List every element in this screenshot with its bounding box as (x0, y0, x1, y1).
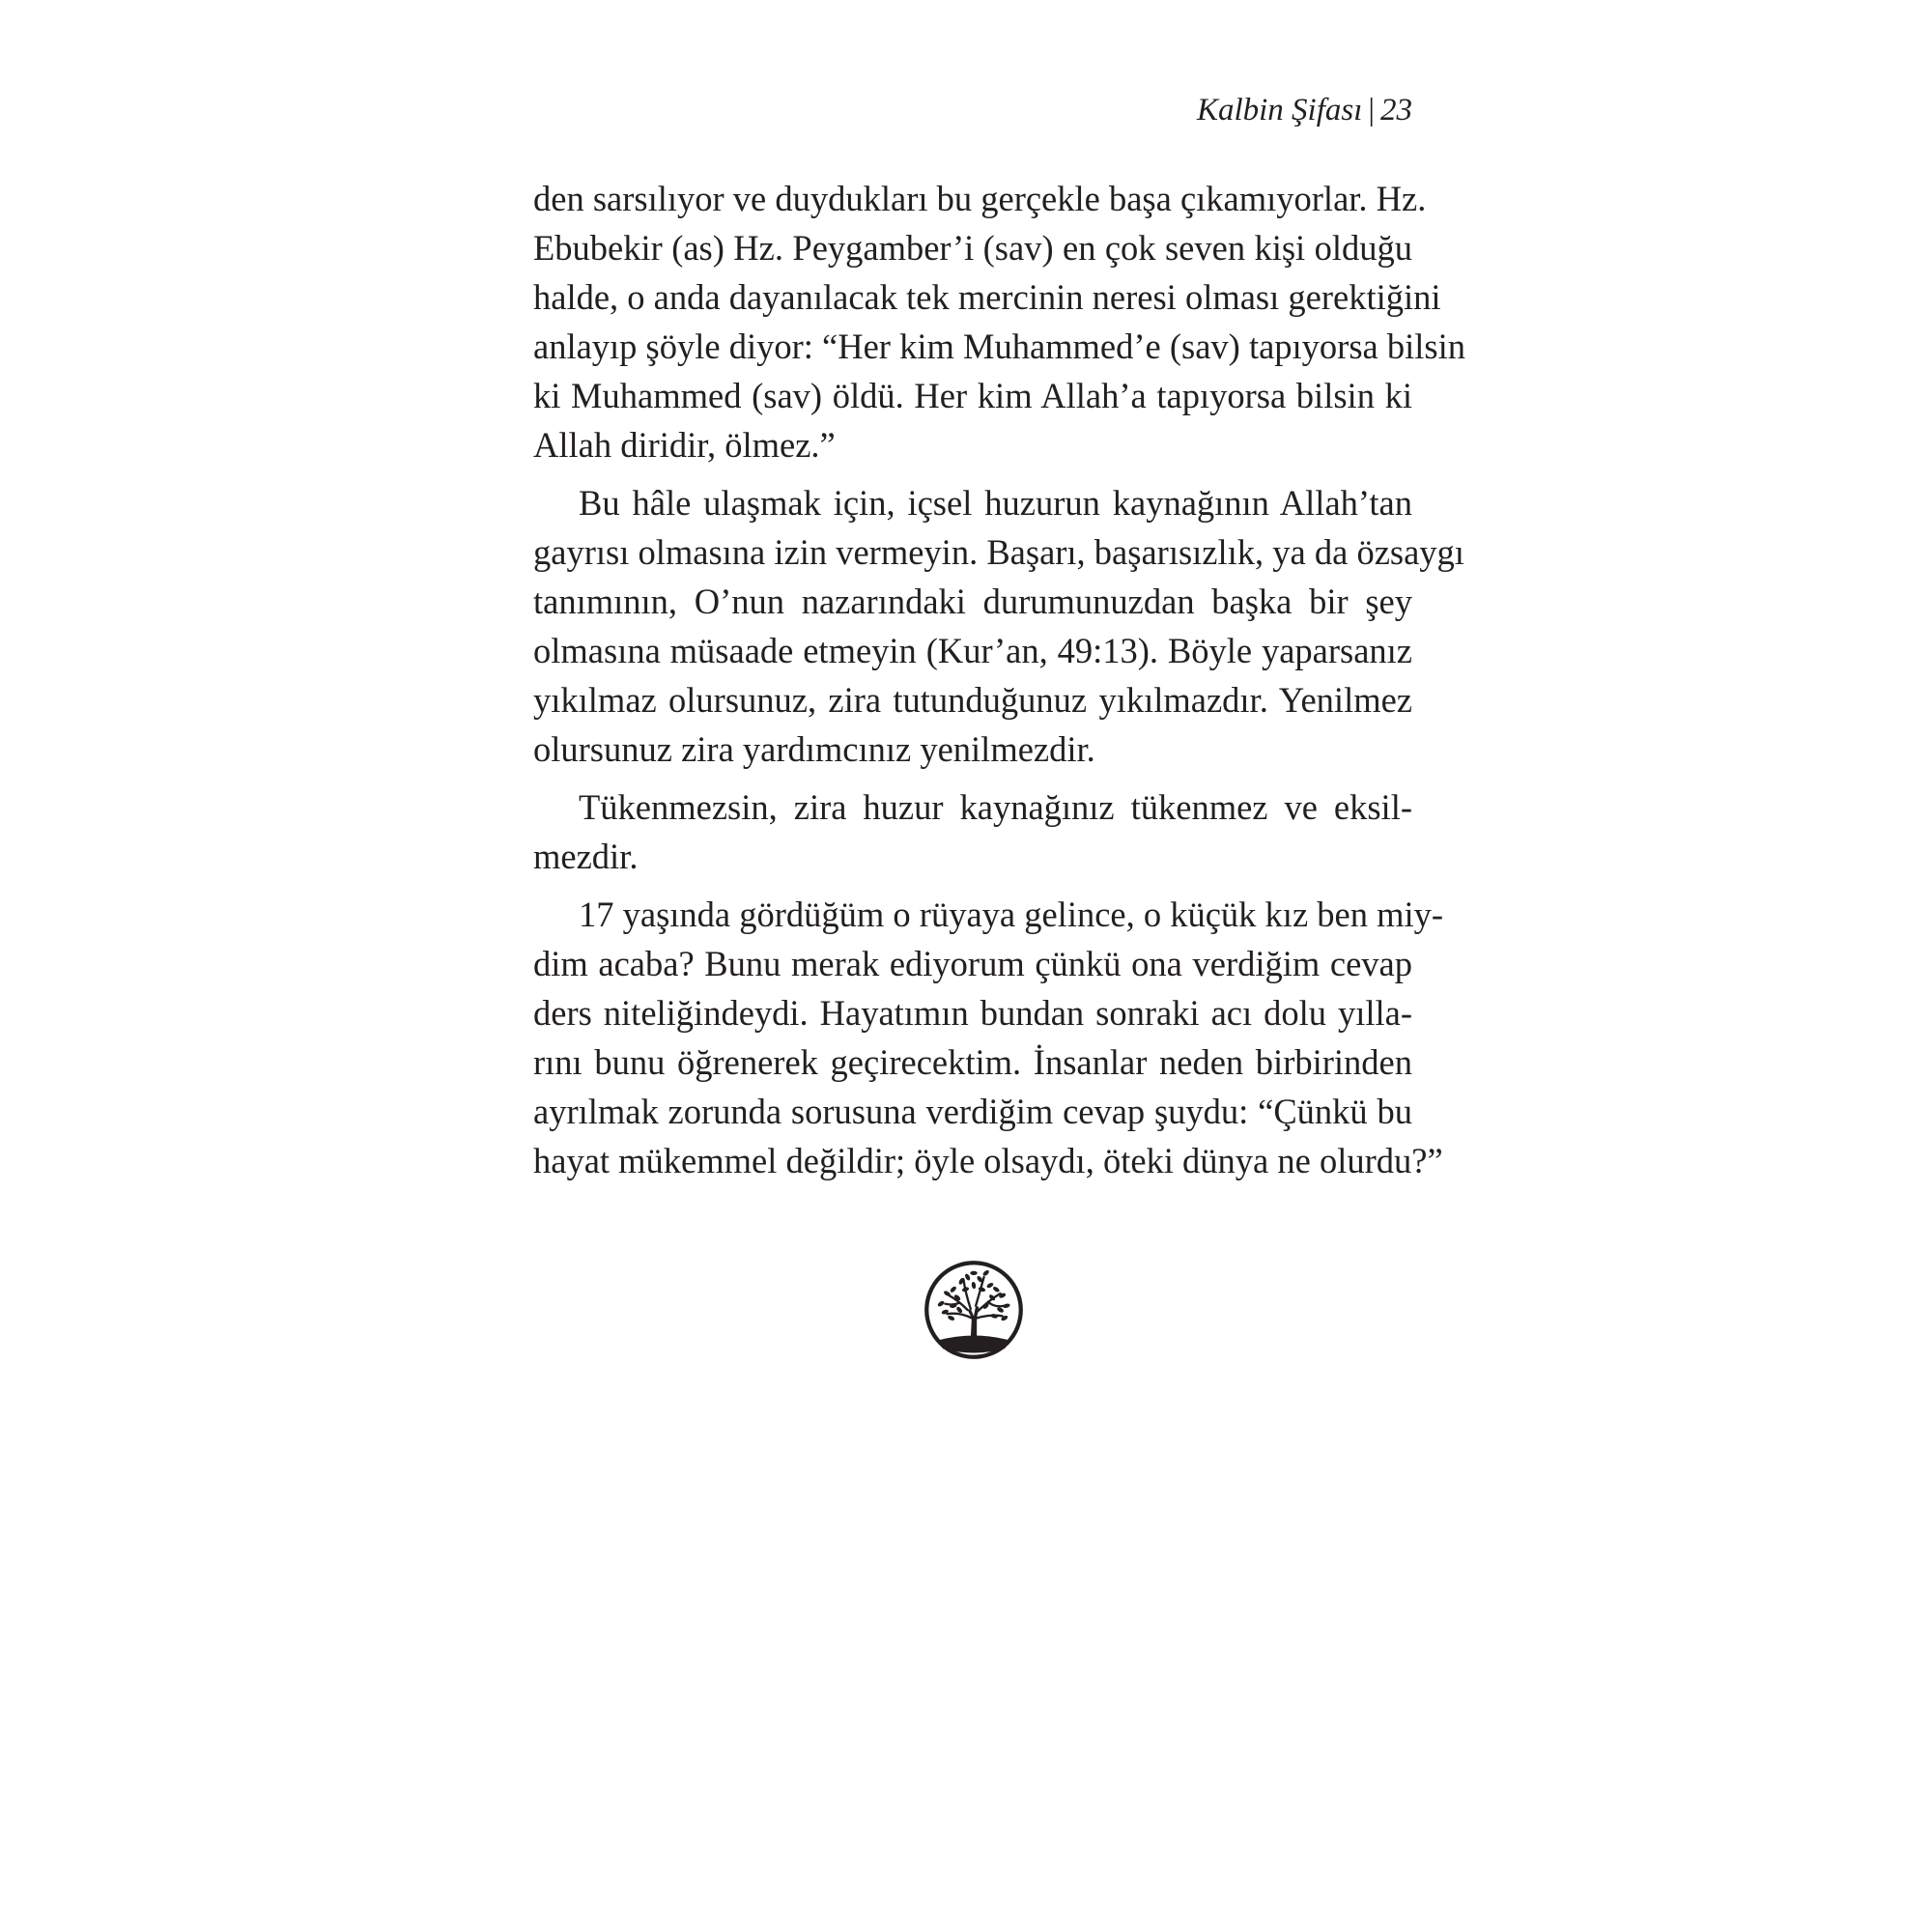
paragraph (533, 174, 1465, 469)
text-line: olursunuz zira yardımcınız yenilmezdir. (533, 729, 1095, 769)
text-line: tanımının, O’nun nazarındaki durumunuzdan başka bir şey (533, 582, 1412, 621)
text-line: anlayıp şöyle diyor: “Her kim Muhammed’e (sav) tapıyorsa bilsin (533, 327, 1465, 366)
text-line: Tükenmezsin, zira huzur kaynağınız tükenmez ve eksil- (579, 787, 1412, 827)
text-line: mezdir. (533, 837, 639, 876)
text-line: yıkılmaz olursunuz, zira tutunduğunuz yıkılmazdır. Yenilmez (533, 680, 1412, 720)
running-header (533, 89, 1412, 131)
text-line: Ebubekir (as) Hz. Peygamber’i (sav) en çok seven kişi olduğu (533, 228, 1412, 268)
text-line: dim acaba? Bunu merak ediyorum çünkü ona verdiğim cevap (533, 944, 1412, 983)
header-separator: | (1368, 93, 1375, 128)
text-line: ayrılmak zorunda sorusuna verdiğim cevap şuydu: “Çünkü bu (533, 1092, 1412, 1131)
paragraph (533, 478, 1464, 774)
text-line: olmasına müsaade etmeyin (Kur’an, 49:13). Böyle yaparsanız (533, 631, 1412, 670)
text-line: gayrısı olmasına izin vermeyin. Başarı, başarısızlık, ya da özsaygı (533, 532, 1464, 572)
text-line: den sarsılıyor ve duydukları bu gerçekle başa çıkamıyorlar. Hz. (533, 179, 1427, 218)
text-line: Allah diridir, ölmez.” (533, 425, 836, 465)
body-text (533, 174, 1465, 1194)
text-line: Bu hâle ulaşmak için, içsel huzurun kaynağının Allah’tan (579, 483, 1412, 523)
text-line: ki Muhammed (sav) öldü. Her kim Allah’a tapıyorsa bilsin ki (533, 376, 1412, 415)
book-title: Kalbin Şifası (1196, 93, 1363, 128)
text-line: rını bunu öğrenerek geçirecektim. İnsanlar neden birbirinden (533, 1042, 1412, 1082)
paragraph (533, 782, 1412, 881)
paragraph (533, 890, 1444, 1185)
tree-in-circle-icon (923, 1259, 1025, 1361)
text-line: 17 yaşında gördüğüm o rüyaya gelince, o küçük kız ben miy- (579, 895, 1444, 934)
text-line: ders niteliğindeydi. Hayatımın bundan sonraki acı dolu yılla- (533, 993, 1412, 1033)
text-line: hayat mükemmel değildir; öyle olsaydı, öteki dünya ne olurdu?” (533, 1141, 1443, 1180)
text-line: halde, o anda dayanılacak tek mercinin neresi olması gerektiğini (533, 277, 1441, 317)
page-number: 23 (1380, 93, 1412, 128)
